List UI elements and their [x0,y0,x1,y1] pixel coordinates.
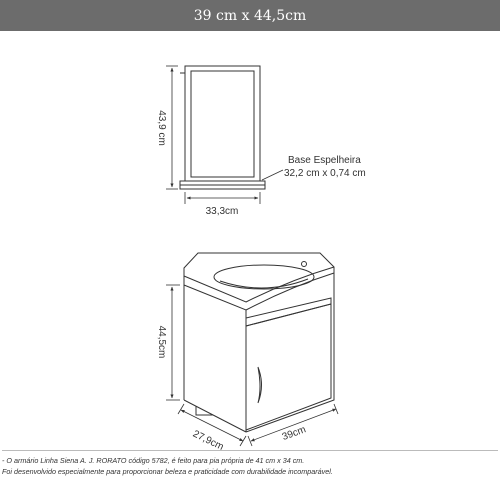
mirror-drawing [180,66,265,189]
cabinet-width-label: 39cm [280,424,308,444]
base-leader-line [262,170,283,180]
faucet-hole [302,262,307,267]
base-dims-label: 32,2 cm x 0,74 cm [284,168,366,179]
dimensions-title: 39 cm x 44,5cm [193,7,307,24]
cabinet-front-right [246,273,334,432]
base-title-label: Base Espelheira [288,155,361,166]
product-description [2,450,498,477]
cabinet-height-label: 44,5cm [156,325,167,359]
sink-basin [214,265,314,289]
door-handle [258,367,262,403]
mirror-frame [185,66,260,181]
mirror-width-dimension [185,192,260,204]
description-line-2: Foi desenvolvido especialmente para proporcionar beleza e praticidade com durabilidade incomparável. [2,467,333,476]
description-line-1: - O armário Linha Siena A. J. RORATO código 5782, é feito para pia própria de 41 cm x 34 cm. [2,456,305,465]
mirror-width-label: 33,3cm [205,206,239,217]
mirror-height-label: 43,9 cm [156,110,167,146]
cabinet-door [246,304,331,430]
sink-top-edge [184,267,334,302]
sink-top [184,253,334,310]
mirror-glass [191,71,254,177]
cabinet-height-dimension [166,285,180,400]
cabinet-depth-label: 27,9cm [190,428,226,453]
cabinet-drawing [184,253,334,432]
cabinet-drawer [246,298,331,326]
